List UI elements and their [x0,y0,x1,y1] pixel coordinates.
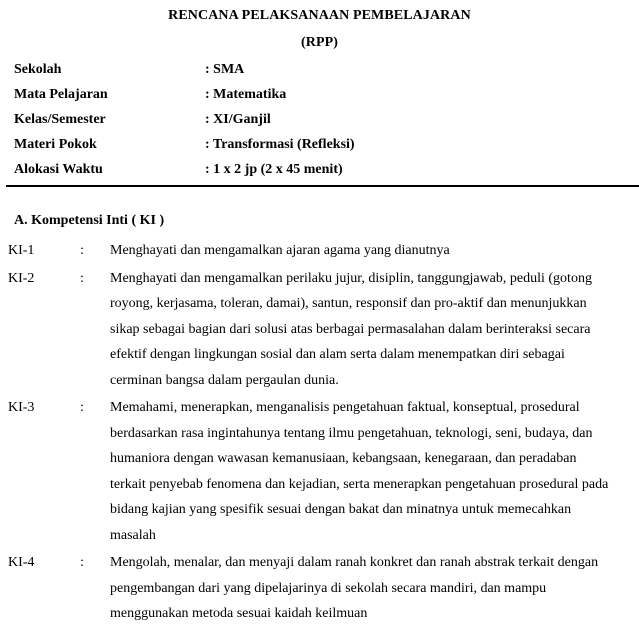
ki-item-3 [0,395,639,548]
info-value: : XI/Ganjil [205,112,271,127]
info-value: : Transformasi (Refleksi) [205,137,355,152]
info-label: Sekolah [14,62,62,77]
ki-text: Menghayati dan mengamalkan perilaku jujur, disiplin, tanggungjawab, peduli (gotong royong, kerjasama, toleran, damai), santun, responsif dan pro-aktif dan menunjukkan sikap sebagai bagian dari solusi atas berbagai permasalahan dalam berinteraksi secara efektif dengan lingkungan sosial dan alam serta dalam menempatkan diri sebagai cerminan bangsa dalam pergaulan dunia. [110,270,592,388]
info-value: : SMA [205,62,245,77]
ki-colon: : [80,400,84,415]
info-value: : Matematika [205,87,287,102]
ki-code: KI-3 [8,400,35,415]
ki-item-4 [0,550,639,627]
ki-colon: : [80,270,84,286]
info-label: Alokasi Waktu [14,162,103,177]
ki-text: Memahami, menerapkan, menganalisis pengetahuan faktual, konseptual, prosedural berdasarkan rasa ingintahunya tentang ilmu pengetahuan, teknologi, seni, budaya, dan humaniora dengan wawasan kemanusiaan, kebangsaan, kenegaraan, dan peradaban terkait penyebab fenomena dan kejadian, serta menerapkan pengetahuan prosedural pada bidang kajian yang spesifik sesuai dengan bakat dan minatnya untuk memecahkan masalah [110,400,609,543]
info-label: Mata Pelajaran [14,87,108,102]
ki-item-1 [0,238,639,264]
ki-code: KI-1 [8,243,35,258]
info-value: : 1 x 2 jp (2 x 45 menit) [205,162,343,177]
section-heading-core-competencies: A. Kompetensi Inti ( KI ) [14,213,165,228]
info-label: Materi Pokok [14,137,97,152]
info-label: Kelas/Semester [14,112,106,127]
ki-colon: : [80,243,84,258]
document-subtitle: (RPP) [300,35,339,50]
ki-item-2 [0,266,639,394]
ki-text: Menghayati dan mengamalkan ajaran agama yang dianutnya [110,243,450,258]
ki-code: KI-4 [8,555,35,570]
ki-colon: : [80,555,84,570]
core-competency-list [0,238,639,629]
ki-code: KI-2 [8,270,35,286]
document-title: RENCANA PELAKSANAAN PEMBELAJARAN [168,8,471,23]
ki-text: Mengolah, menalar, dan menyaji dalam ranah konkret dan ranah abstrak terkait dengan pengembangan dari yang dipelajarinya di sekolah secara mandiri, dan mampu menggunakan metoda sesuai kaidah keilmuan [110,555,599,621]
header-divider [6,185,639,187]
